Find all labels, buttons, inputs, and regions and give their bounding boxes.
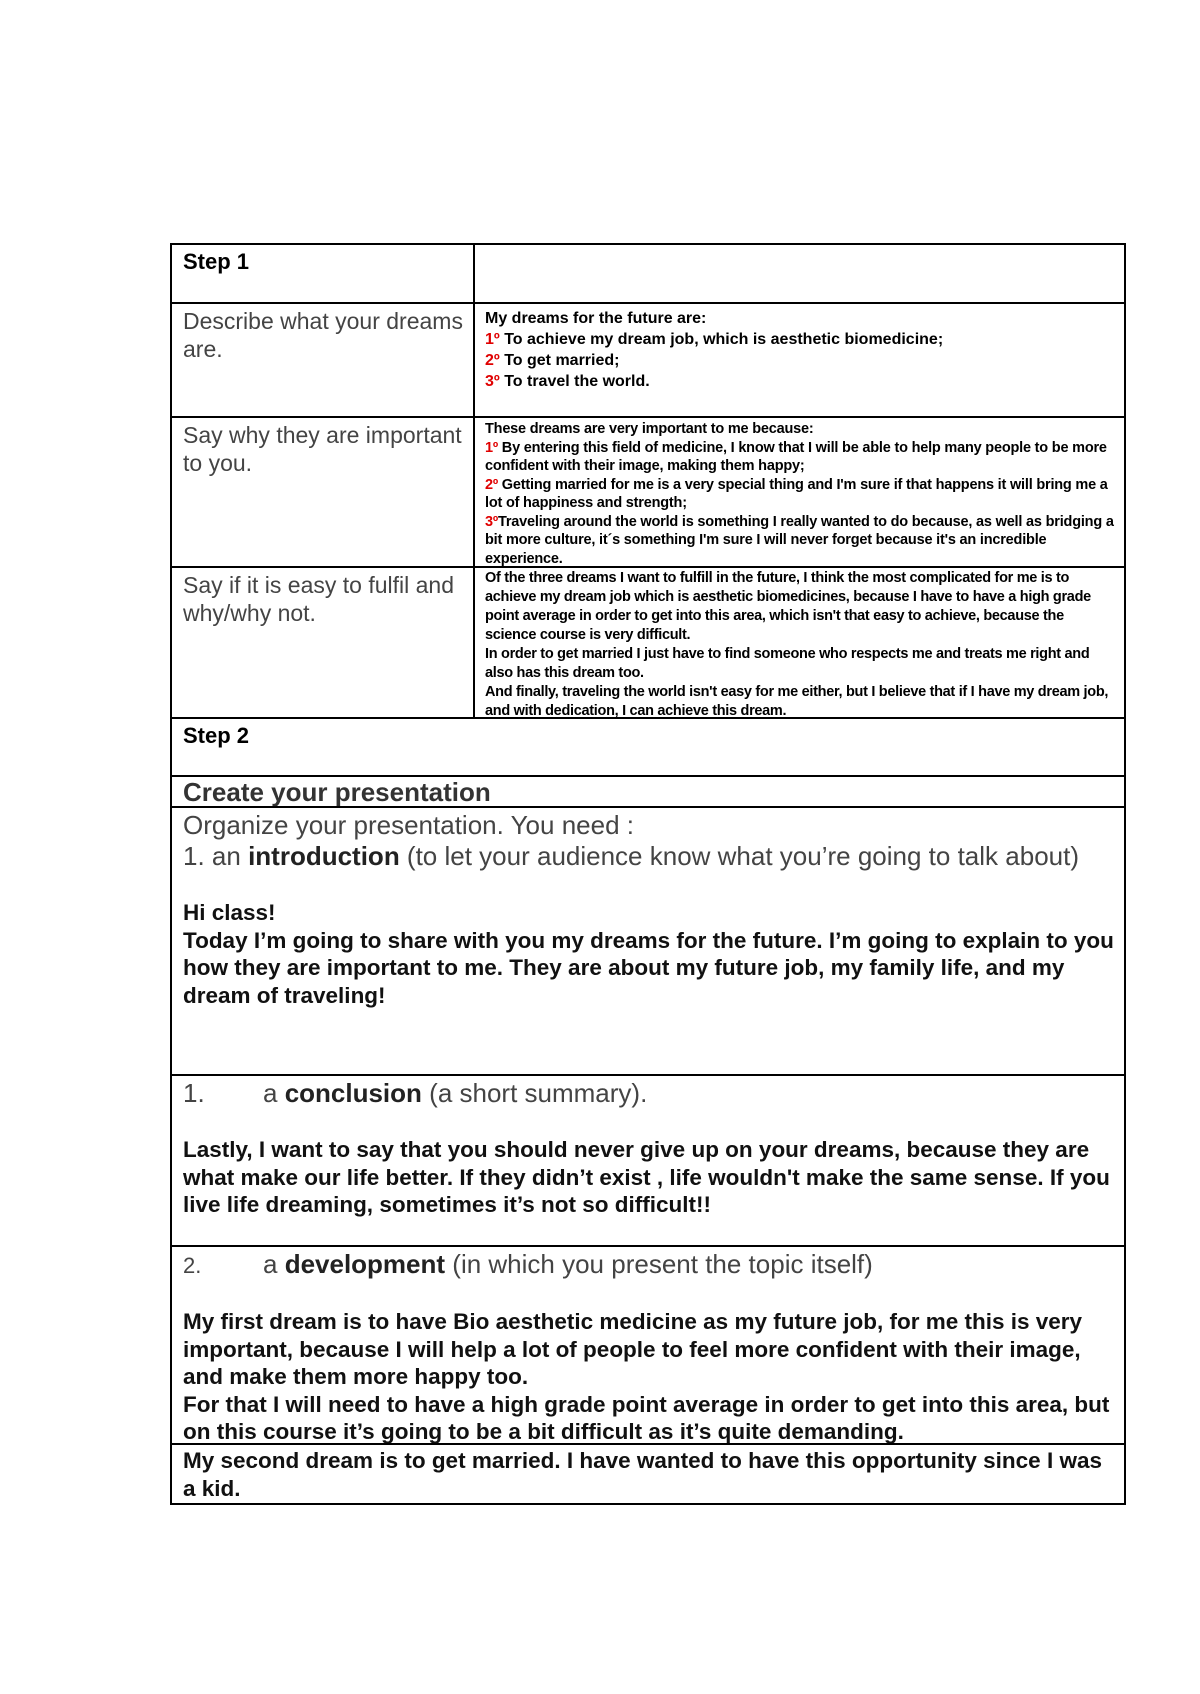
introduction-cell: [172, 808, 1124, 1074]
presentation-heading: Create your presentation: [183, 777, 491, 806]
importance-row: [172, 416, 1124, 566]
conclusion-cell: [172, 1076, 1124, 1245]
introduction-row: [172, 806, 1124, 1074]
heading-row: [172, 775, 1124, 806]
conclusion-text: Lastly, I want to say that you should never give up on your dreams, because they are what make our life better. If they didn’t exist , life wouldn't make the same sense. If you live life dreaming, sometimes it’s not so difficult!!: [183, 1137, 1110, 1217]
step1-empty-cell: [475, 245, 1124, 302]
prompt-cell: [172, 568, 475, 717]
describe-row: [172, 302, 1124, 416]
importance-prompt: Say why they are important to you.: [183, 422, 462, 476]
development-cell: [172, 1247, 1124, 1443]
development-row: [172, 1245, 1124, 1443]
conclusion-body: [183, 1136, 1114, 1219]
answer-paragraph: And finally, traveling the world isn't easy for me either, but I believe that if I have my dream job, and with dedication, I can achieve this dream.: [485, 684, 1109, 717]
describe-answer: [475, 304, 1124, 416]
development-body: [183, 1308, 1114, 1443]
list-item: 1º To achieve my dream job, which is aesthetic biomedicine;: [485, 331, 944, 348]
fulfil-row: [172, 566, 1124, 717]
list-item: 2º To get married;: [485, 352, 620, 369]
answer-intro: These dreams are very important to me because:: [485, 421, 814, 437]
development-text: For that I will need to have a high grade point average in order to get into this area, but on this course it’s going to be a bit difficult as it’s quite demanding.: [183, 1391, 1110, 1443]
list-item: 2º Getting married for me is a very special thing and I'm sure if that happens it will bring me a lot of happiness and strength;: [485, 476, 1108, 511]
prompt-cell: [172, 418, 475, 566]
list-item: 3ºTraveling around the world is something I really wanted to do because, as well as bridging a bit more culture, it´s something I'm sure I will never forget because it's an incredible experience.: [485, 513, 1114, 566]
step1-label-cell: [172, 245, 475, 302]
introduction-text: Today I’m going to share with you my dreams for the future. I’m going to explain to you how they are important to me. They are about my future job, my family life, and my dream of traveling!: [183, 927, 1114, 1008]
answer-intro: My dreams for the future are:: [485, 310, 707, 327]
step2-label: Step 2: [183, 723, 250, 748]
conclusion-label: 1. a conclusion (a short summary).: [183, 1078, 648, 1108]
second-dream-text: My second dream is to get married. I have wanted to have this opportunity since I was a kid.: [183, 1448, 1102, 1501]
introduction-body: [183, 899, 1114, 1009]
second-dream-cell: [172, 1445, 1124, 1503]
fulfil-answer: [475, 568, 1124, 717]
prompt-cell: [172, 304, 475, 416]
step2-row: [172, 717, 1124, 775]
list-item: 3º To travel the world.: [485, 373, 650, 390]
second-dream-row: [172, 1443, 1124, 1503]
answer-paragraph: In order to get married I just have to find someone who respects me and treats me right and also has this dream too.: [485, 646, 1090, 681]
greeting: Hi class!: [183, 900, 276, 925]
list-item: 1º By entering this field of medicine, I know that I will be able to help many people to be more confident with their image, making them happy;: [485, 439, 1107, 474]
development-label: 2. a development (in which you present the topic itself): [183, 1249, 873, 1279]
heading-cell: [172, 777, 1124, 806]
step1-row: [172, 245, 1124, 302]
answer-paragraph: Of the three dreams I want to fulfill in the future, I think the most complicated for me is to achieve my dream job which is aesthetic biomedicines, because I have to have a high grade point average in order to get into this area, which isn't that easy to achieve, because the science course is very difficult.: [485, 570, 1091, 643]
worksheet-table: [170, 243, 1126, 1505]
conclusion-row: [172, 1074, 1124, 1245]
organize-instruction: Organize your presentation. You need :: [183, 810, 634, 840]
introduction-label: 1. an introduction (to let your audience know what you’re going to talk about): [183, 841, 1079, 871]
describe-prompt: Describe what your dreams are.: [183, 308, 463, 362]
importance-answer: [475, 418, 1124, 566]
step1-label: Step 1: [183, 249, 250, 274]
fulfil-prompt: Say if it is easy to fulfil and why/why not.: [183, 572, 455, 626]
development-text: My first dream is to have Bio aesthetic medicine as my future job, for me this is very important, because I will help a lot of people to feel more confident with their image, and make them more happy too.: [183, 1309, 1083, 1389]
step2-cell: [172, 719, 1124, 775]
